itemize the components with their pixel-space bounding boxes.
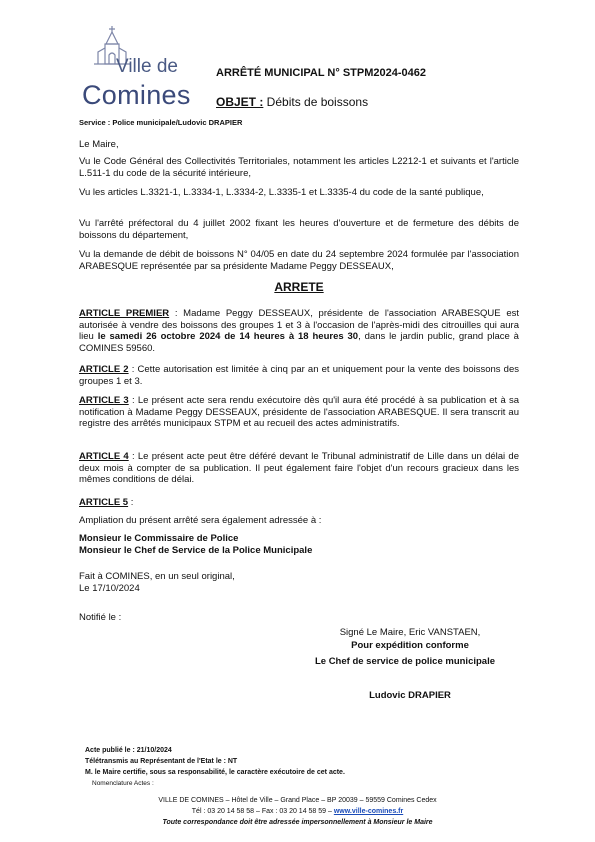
- article-5-text: :: [128, 497, 134, 508]
- date-acte: Le 17/10/2024: [79, 583, 140, 594]
- destinataire-chef-police: Monsieur le Chef de Service de la Police Municipale: [79, 545, 313, 556]
- article-3-label: ARTICLE 3: [79, 395, 129, 406]
- footer-tel: Tél : 03 20 14 58 58 – Fax : 03 20 14 58 59 –: [191, 808, 334, 815]
- objet-text: Débits de boissons: [263, 95, 369, 109]
- article-4: [79, 451, 519, 486]
- le-maire: Le Maire,: [79, 139, 119, 150]
- fait-a: Fait à COMINES, en un seul original,: [79, 571, 235, 582]
- article-premier: [79, 308, 519, 354]
- footer-publie: Acte publié le : 21/10/2024: [85, 747, 172, 754]
- vu-demande: Vu la demande de débit de boissons N° 04/05 en date du 24 septembre 2024 formulée par l'association ARABESQUE représentée par sa présidente Madame Peggy DESSEAUX,: [79, 249, 519, 272]
- footer-certifie: M. le Maire certifie, sous sa responsabilité, le caractère exécutoire de cet acte.: [85, 769, 345, 776]
- article-premier-end: , dans le jardin public, grand place à COMINES 59560.: [79, 331, 519, 354]
- objet-label: OBJET :: [216, 95, 264, 109]
- footer-contact: [0, 808, 595, 815]
- logo-comines-text: Comines: [82, 80, 191, 110]
- article-2: [79, 364, 519, 387]
- notifie-le: Notifié le :: [79, 612, 122, 623]
- service-line: Service : Police municipale/Ludovic DRAPIER: [79, 118, 243, 127]
- signataire-nom: Ludovic DRAPIER: [369, 690, 451, 701]
- article-4-text: : Le présent acte peut être déféré devant le Tribunal administratif de Lille dans un délai de deux mois à compter de sa publication. Il peut également faire l'objet d'un recours gracieux dans les mêmes conditions de délai.: [79, 451, 519, 486]
- article-3: [79, 395, 519, 430]
- vu-cgct: Vu le Code Général des Collectivités Territoriales, notamment les articles L2212-1 et suivants et l'article L.511-1 du code de la sécurité intérieure,: [79, 156, 519, 179]
- vu-sante: Vu les articles L.3321-1, L.3334-1, L.3334-2, L.3335-1 et L.3335-4 du code de la santé publique,: [79, 187, 484, 198]
- footer-correspondance: Toute correspondance doit être adressée impersonnellement à Monsieur le Maire: [162, 819, 433, 826]
- footer-adresse: VILLE DE COMINES – Hôtel de Ville – Grand Place – BP 20039 – 59559 Comines Cedex: [158, 797, 437, 804]
- signature-maire: Signé Le Maire, Eric VANSTAEN,: [339, 627, 481, 638]
- article-5-label: ARTICLE 5: [79, 497, 129, 508]
- destinataire-commissaire: Monsieur le Commissaire de Police: [79, 533, 239, 544]
- ampliation: Ampliation du présent arrêté sera également adressée à :: [79, 515, 322, 526]
- pour-expedition: Pour expédition conforme: [351, 640, 469, 651]
- article-3-text: : Le présent acte sera rendu exécutoire dès qu'il aura été procédé à sa publication et à sa notification à Madame Peggy DESSEAUX, présidente de l'association ARABESQUE. Il sera transcrit au registre des arrêtés municipaux STPM et au recueil des actes administratifs.: [79, 395, 519, 430]
- objet-line: [216, 95, 368, 109]
- article-5: [79, 497, 133, 509]
- article-4-label: ARTICLE 4: [79, 451, 129, 462]
- article-premier-label: ARTICLE PREMIER: [79, 308, 170, 319]
- vu-prefectoral: Vu l'arrêté préfectoral du 4 juillet 2002 fixant les heures d'ouverture et de fermeture des débits de boissons du département,: [79, 218, 519, 241]
- logo-ville-text: Ville de: [116, 56, 178, 77]
- comines-logo: [82, 24, 197, 114]
- article-premier-text: : Madame Peggy DESSEAUX, présidente de l'association ARABESQUE est autorisée à vendre des boissons des groupes 1 et 3 à l'occasion de l'après-midi des citrouilles qui aura lieu: [79, 308, 519, 343]
- footer-nomenclature: Nomenclature Actes :: [92, 780, 154, 787]
- chef-service: Le Chef de service de police municipale: [314, 656, 496, 667]
- footer-site-link[interactable]: www.ville-comines.fr: [333, 808, 404, 815]
- article-2-label: ARTICLE 2: [79, 364, 129, 375]
- arrete-heading: ARRETE: [274, 280, 324, 294]
- article-premier-date: le samedi 26 octobre 2024 de 14 heures à 18 heures 30: [97, 331, 359, 343]
- article-2-text: : Cette autorisation est limitée à cinq par an et uniquement pour la vente des boissons des groupes 1 et 3.: [79, 364, 519, 387]
- footer-teletransmis: Télétransmis au Représentant de l'Etat le : NT: [85, 758, 238, 765]
- arrete-title: ARRÊTÉ MUNICIPAL N° STPM2024-0462: [216, 67, 426, 79]
